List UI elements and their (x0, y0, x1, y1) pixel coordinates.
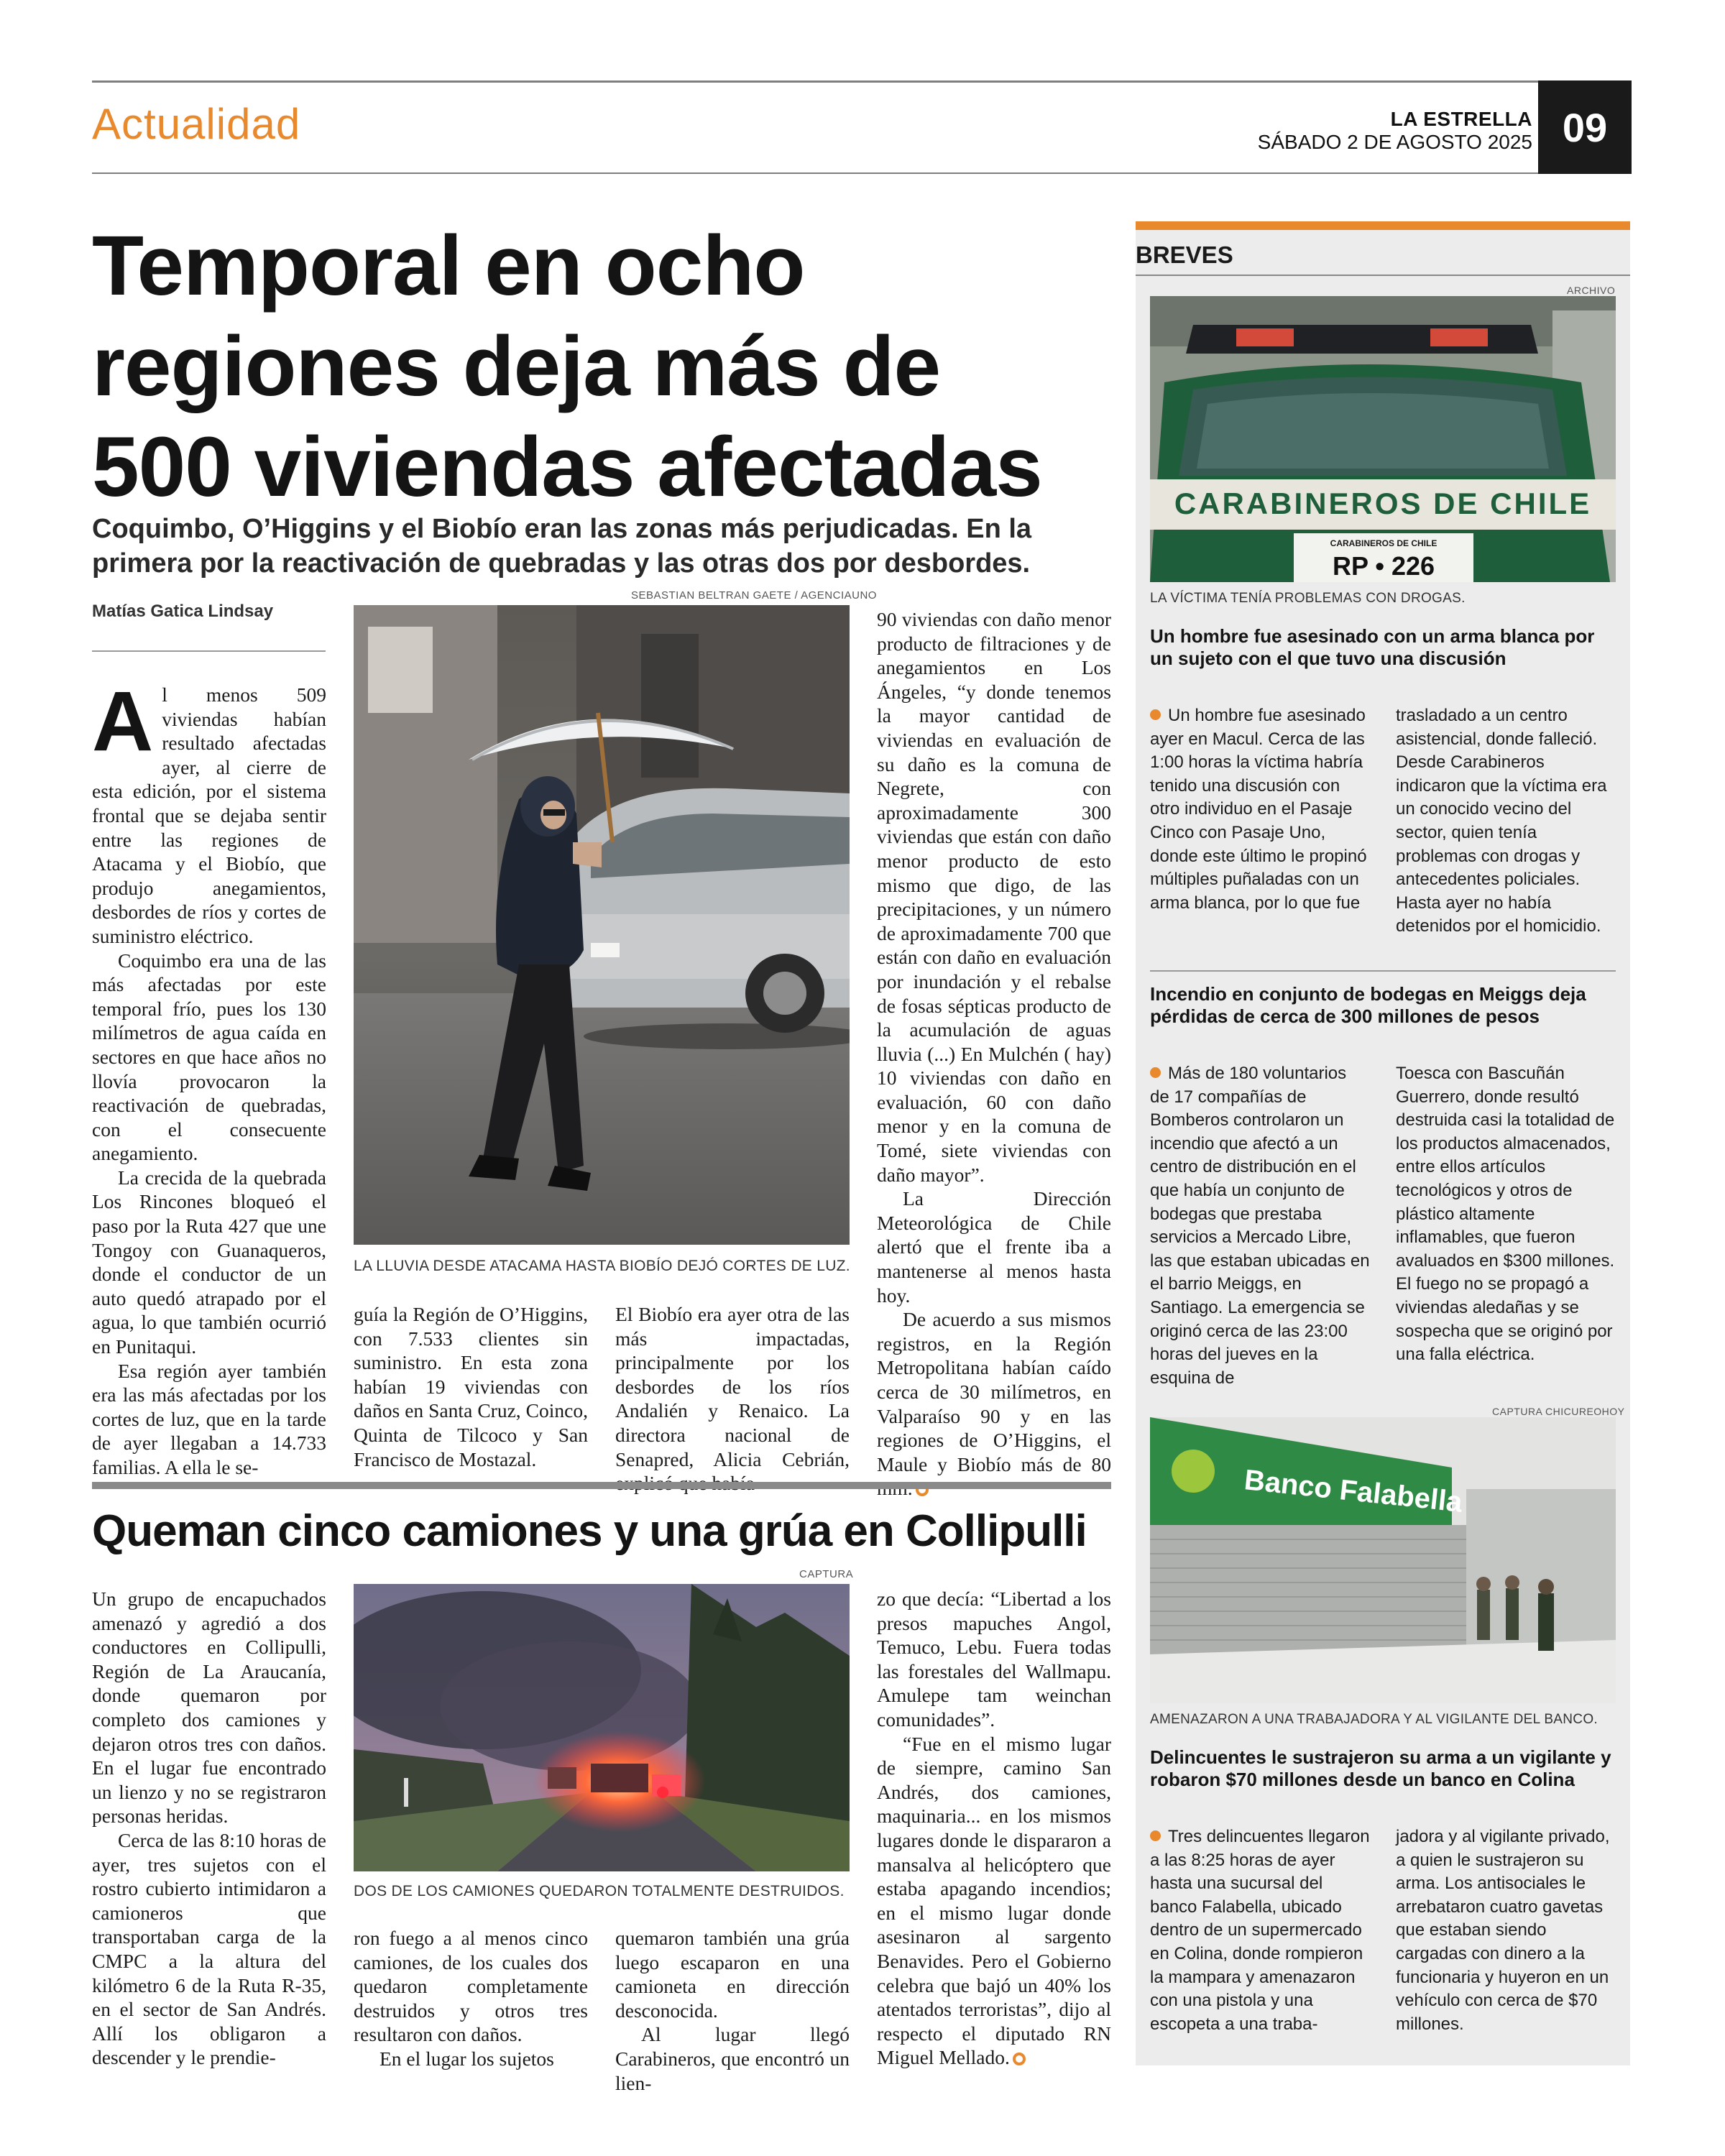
main-col-1 (92, 674, 326, 1480)
page-number: 09 (1538, 80, 1632, 174)
brief1-photo-sign: CARABINEROS DE CHILE (1174, 487, 1592, 520)
bullet-dot-icon (1150, 1830, 1161, 1841)
second-photo-caption: DOS DE LOS CAMIONES QUEDARON TOTALMENTE DESTRUIDOS. (354, 1883, 845, 1899)
brief1-photo-credit: ARCHIVO (1567, 285, 1616, 296)
brief1-col-1 (1150, 704, 1370, 915)
second-col3-p2: Al lugar llegó Carabineros, que encontró un lien- (615, 2023, 850, 2094)
second-photo (354, 1584, 850, 1871)
main-col1-p4: Esa región ayer también era las más afectadas por los cortes de luz, que en la tarde de ayer llegaban a 14.733 familias. A ella le se- (92, 1359, 326, 1478)
brief3-text-1: Tres delincuentes llegaron a las 8:25 horas de ayer hasta una sucursal del banco Falabella, ubicado dentro de un supermercado en Colina, donde rompieron la mampara y amenazaron con una pistola y una escopeta a una traba- (1150, 1827, 1370, 2034)
main-col-3 (615, 1302, 850, 1496)
main-photo-caption: LA LLUVIA DESDE ATACAMA HASTA BIOBÍO DEJÓ CORTES DE LUZ. (354, 1258, 850, 1274)
rain-umbrella-photo (354, 605, 850, 1245)
brief2-text-1: Más de 180 voluntarios de 17 compañías de Bomberos controlaron un incendio que afectó a un centro de distribución en el que había un conjunto de bodegas que prestaba servicios a Mercado Libre, las que estaban ubicadas en el barrio Meiggs, en Santiago. La emergencia se originó cerca de las 23:00 horas del jueves en la esquina de (1150, 1064, 1370, 1388)
main-photo-credit: SEBASTIAN BELTRAN GAETE / AGENCIAUNO (631, 589, 877, 602)
byline: Matías Gatica Lindsay (92, 602, 274, 621)
brief3-headline: Delincuentes le sustrajeron su arma a un vigilante y robaron $70 millones desde un banco en Colina (1150, 1746, 1611, 1790)
issue-date: SÁBADO 2 DE AGOSTO 2025 (1257, 131, 1532, 153)
brief-divider-1 (1150, 970, 1616, 972)
main-photo (354, 605, 850, 1245)
brief1-plate: RP • 226 (1332, 551, 1435, 581)
brief3-photo-sign: Banco Falabella (1243, 1464, 1464, 1519)
breves-title: BREVES (1136, 241, 1233, 268)
main-col4-p3: De acuerdo a sus mismos registros, en la Región Metropolitana habían caído cerca de 30 milímetros, en Valparaíso 90 y en las regiones de O’Higgins, el Maule y Biobío más de 80 (877, 1308, 1111, 1475)
second-col2-p2: En el lugar los sujetos (380, 2047, 554, 2070)
main-col1-p3: La crecida de la quebrada Los Rincones bloqueó el paso por la Ruta 427 que une Tongoy con Guanaqueros, donde el conductor de un auto quedó atrapado por el agua, lo que también ocurrió en Punitaqui. (92, 1166, 326, 1358)
bank-branch-photo (1150, 1417, 1616, 1703)
second-col3-p1: quemaron también una grúa luego escaparon en una camioneta en dirección desconocida. (615, 1927, 850, 2022)
main-col4-p2: La Dirección Meteorológica de Chile alertó que el frente iba a mantenerse al menos hasta hoy. (877, 1187, 1111, 1307)
second-photo-credit: CAPTURA (799, 1568, 854, 1580)
main-col4-p1: 90 viviendas con daño menor producto de filtraciones y de anegamientos en Los Ángeles, “y donde tenemos la mayor cantidad de viviendas en evaluación de su daño es la comuna de Negrete, con aproximadamente 300 viviendas que están con daño menor producto de esto mismo que digo, de las precipitaciones, y un número de aproximadamente 700 que están con daño en evaluación por inundación y el rebalse de fosas sépticas producto de la acumulación de aguas lluvia (...) En Mulchén ( hay) 10 viviendas con daño en evaluación, 60 con daño menor y en la comuna de Tomé, siete viviendas con daño mayor”. (877, 608, 1111, 1186)
brief1-plate-top: CARABINEROS DE CHILE (1330, 538, 1438, 548)
second-col4-p2: “Fue en el mismo lugar de siempre, camino San Andrés, dos camiones, maquinaria... en los mismos lugares donde le dispararon a mansalva al helicóptero que estaba apagando incendios; en el mismo lugar donde asesinaron al sargento Benavides. Pero el Gobierno celebra que bajó un 40% los atentados terroristas”, dijo al respecto el diputado RN Miguel Mellado. (877, 1732, 1111, 2069)
bullet-dot-icon (1150, 709, 1161, 720)
story-divider (92, 1482, 1111, 1489)
brief3-col-1 (1150, 1825, 1370, 2036)
main-col-2 (354, 1302, 588, 1471)
brief1-col-2: trasladado a un centro asistencial, donde falleció. Desde Carabineros indicaron que la víctima era un conocido vecino del sector, quien tenía problemas con drogas y antecedentes policiales. Hasta ayer no había detenidos por el homicidio. (1396, 706, 1607, 936)
bullet-dot-icon (1150, 1067, 1161, 1078)
header-rule (92, 172, 1538, 174)
second-col1-p2: Cerca de las 8:10 horas de ayer, tres sujetos con el rostro cubierto intimidaron a camioneros que transportaban carga de la CMPC a la altura del kilómetro 6 de la Ruta R-35, en el sector de San Andrés. Allí los obligaron a descender y le prendie- (92, 1828, 326, 2069)
top-rule (92, 80, 1632, 83)
brief2-headline: Incendio en conjunto de bodegas en Meiggs deja pérdidas de cerca de 300 millones de pesos (1150, 983, 1586, 1027)
second-col-3 (615, 1926, 850, 2095)
brief1-headline: Un hombre fue asesinado con un arma blanca por un sujeto con el que tuvo una discusión (1150, 625, 1595, 669)
main-headline: Temporal en ocho regiones deja más de 500 viviendas afectadas (92, 218, 1042, 515)
second-headline: Queman cinco camiones y una grúa en Collipulli (92, 1506, 1087, 1556)
main-col1-p1: l menos 509 viviendas habían resultado afectadas ayer, al cierre de esta edición, por el sistema frontal que se dejaba sentir entre las regiones de Atacama y el Biobío, que produjo anegamientos, desbordes de ríos y cortes de suministro eléctrico. (92, 683, 326, 947)
brief2-col-1 (1150, 1062, 1370, 1390)
brief1-text-1: Un hombre fue asesinado ayer en Macul. Cerca de las 1:00 horas la víctima habría tenido una discusión con otro individuo en el Pasaje Cinco con Pasaje Uno, donde este último le propinó múltiples puñaladas con un arma blanca, por lo que fue (1150, 706, 1367, 913)
brief3-photo (1150, 1417, 1616, 1703)
main-col-4 (877, 607, 1111, 1501)
breves-rule (1136, 275, 1630, 276)
brief3-caption: AMENAZARON A UNA TRABAJADORA Y AL VIGILANTE DEL BANCO. (1150, 1712, 1598, 1727)
main-col1-p2: Coquimbo era una de las más afectadas por este temporal frío, pues los 130 milímetros de agua caída en sectores en que hace años no llovía provocaron la reactivación de quebradas, con el consecuente anegamiento. (92, 949, 326, 1165)
second-col4-p1: zo que decía: “Libertad a los presos mapuches Angol, Temuco, Lebu. Fuera todas las forestales del Wallmapu. Amulepe tam weinchan comunidades”. (877, 1588, 1111, 1731)
byline-rule (92, 650, 326, 652)
drop-cap: A (92, 674, 154, 769)
newspaper-name: LA ESTRELLA (1390, 108, 1532, 130)
second-col-4 (877, 1587, 1111, 2070)
brief2-col-2: Toesca con Bascuñán Guerrero, donde resultó destruida casi la totalidad de los productos almacenados, entre ellos artículos tecnológicos y otros de plástico altamente inflamables, que fueron avaluados en $300 millones. El fuego no se propagó a viviendas aledañas y se sospecha que se originó por una falla eléctrica. (1396, 1064, 1615, 1365)
second-col-1 (92, 1587, 326, 2070)
second-col1-p1: Un grupo de encapuchados amenazó y agredió a dos conductores en Collipulli, Región de La Araucanía, donde quemaron por completo dos camiones y dejaron otros tres con daños. En el lugar fue encontrado un lienzo y no se registraron personas heridas. (92, 1588, 326, 1828)
brief3-col-2: jadora y al vigilante privado, a quien le sustrajeron su arma. Los antisociales le arrebataron cuatro gavetas que estaban siendo cargadas con dinero a la funcionaria y huyeron en un vehículo con cerca de $70 millones. (1396, 1827, 1610, 2034)
main-col3-p1: El Biobío era ayer otra de las más impactadas, principalmente por los desbordes de los ríos Andalién y Renaico. La directora nacional de Senapred, Alicia Cebrián, (615, 1303, 850, 1470)
brief1-photo (1150, 296, 1616, 582)
breves-top-bar (1136, 221, 1630, 230)
end-mark-icon (1013, 2053, 1026, 2065)
brief1-caption: LA VÍCTIMA TENÍA PROBLEMAS CON DROGAS. (1150, 591, 1466, 606)
burning-trucks-photo (354, 1584, 850, 1871)
second-col2-p1: ron fuego a al menos cinco camiones, de los cuales dos quedaron completamente destruidos y otros tres resultaron con daños. (354, 1927, 588, 2046)
section-title: Actualidad (92, 100, 301, 148)
masthead (1258, 108, 1532, 154)
brief3-photo-credit: CAPTURA CHICUREOHOY (1492, 1406, 1625, 1417)
second-col-2 (354, 1926, 588, 2071)
main-deck: Coquimbo, O’Higgins y el Biobío eran las zonas más perjudicadas. En la primera por la reactivación de quebradas y las otras dos por desbordes. (92, 514, 1032, 579)
main-col2-p1: guía la Región de O’Higgins, con 7.533 clientes sin suministro. En esta zona habían 19 viviendas con daños en Santa Cruz, Coinco, Quinta de Tilcoco y San Francisco de Mostazal. (354, 1303, 588, 1470)
police-car-photo (1150, 296, 1616, 582)
